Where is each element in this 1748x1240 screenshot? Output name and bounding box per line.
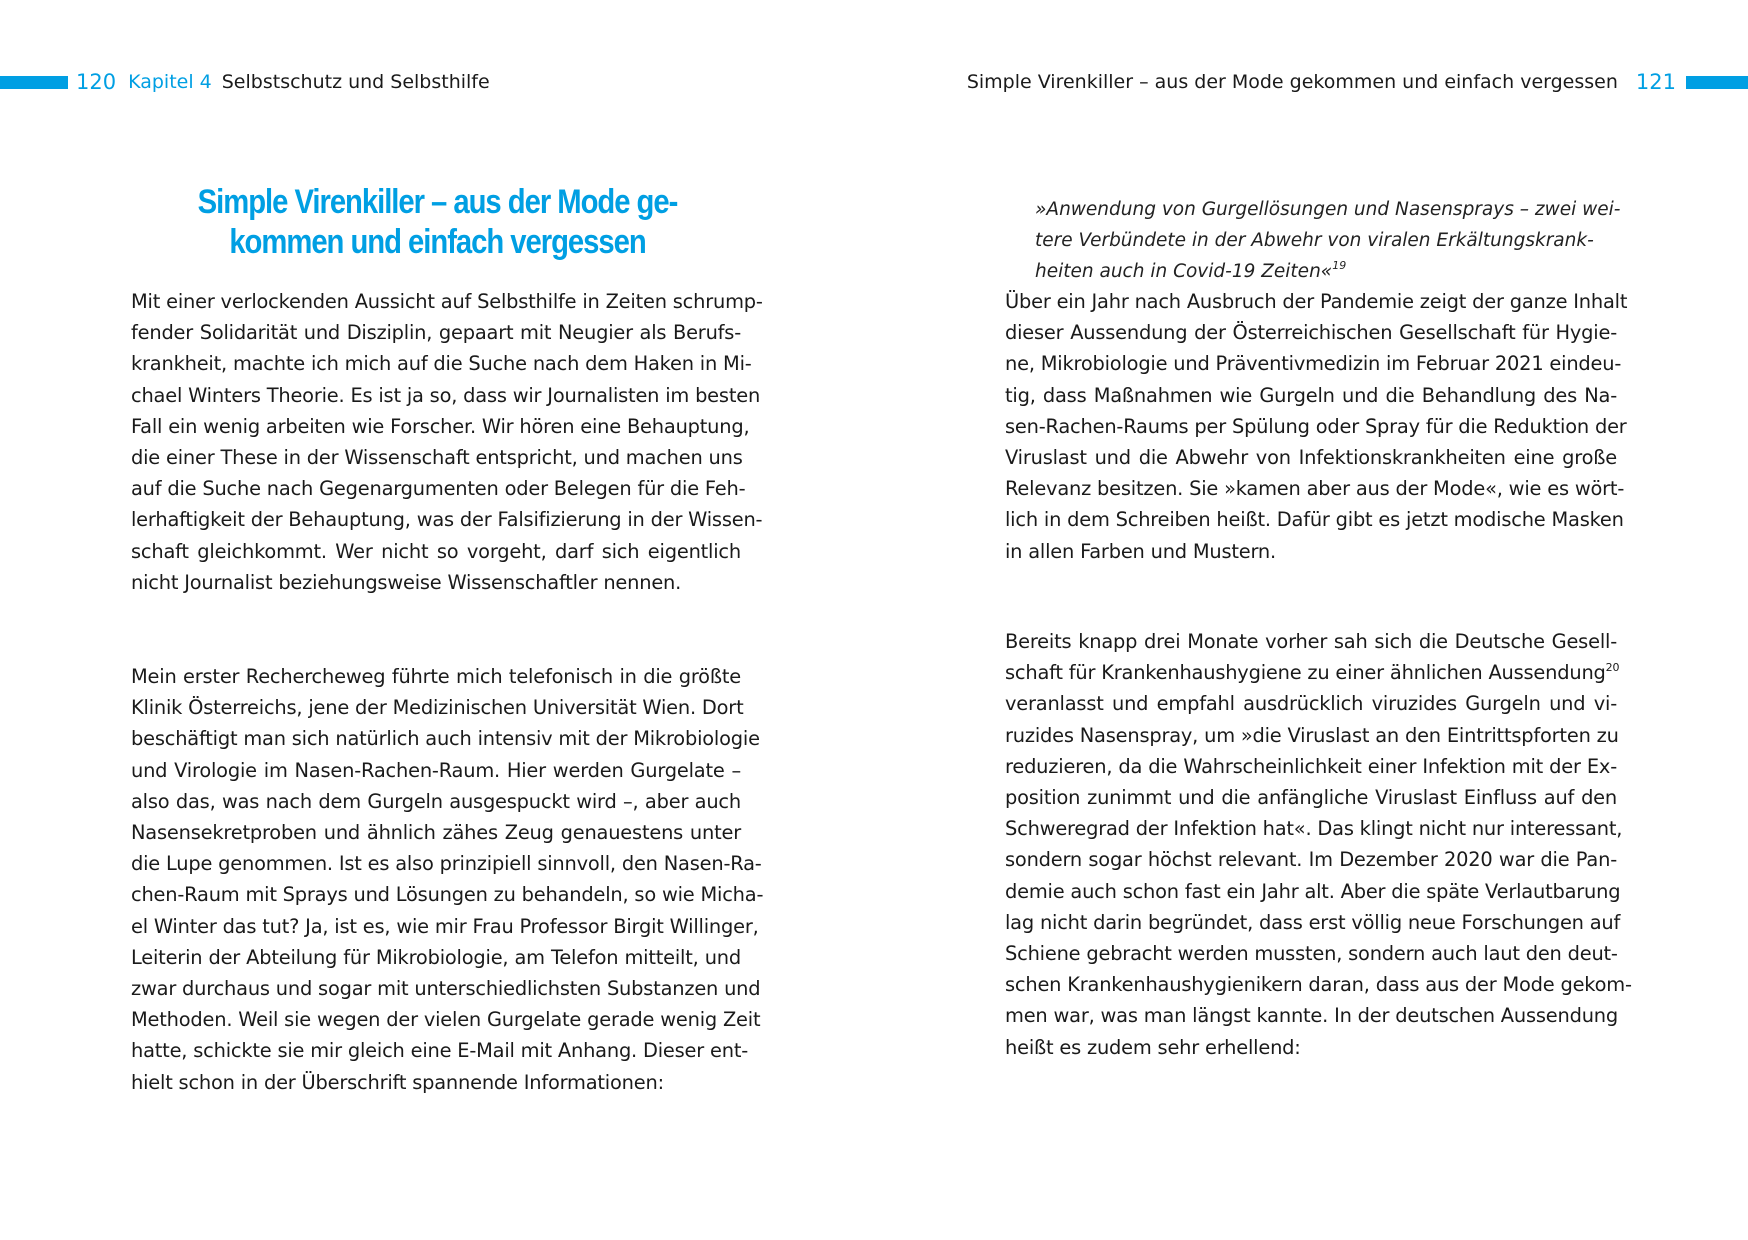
footnote-marker: 20 [1605,661,1620,675]
text-line: lich in dem Schreiben heißt. Dafür gibt es jetzt modische Masken [1005,508,1624,532]
text-line: veranlasst und empfahl ausdrücklich viruzides Gurgeln und vi- [1005,692,1617,716]
running-head-right [967,69,1748,95]
running-head-left [0,69,490,95]
text-line: Fall ein wenig arbeiten wie Forscher. Wir hören eine Behauptung, [131,414,750,438]
text-line: die einer These in der Wissenschaft entspricht, und machen uns [131,446,743,470]
text-line: Leiterin der Abteilung für Mikrobiologie, am Telefon mitteilt, und [131,945,741,969]
text-line: Nasensekretproben und ähnlich zähes Zeug genauestens unter [131,821,741,845]
chapter-label: Kapitel 4 [128,71,212,93]
section-label: Simple Virenkiller – aus der Mode gekommen und einfach vergessen [966,71,1618,93]
text-segment: schaft für Krankenhaushygiene zu einer ähnlichen Aussendung [1005,661,1606,685]
paragraph [1005,286,1628,567]
text-line: lerhaftigkeit der Behauptung, was der Falsifizierung in der Wissen- [131,508,763,532]
footnote-marker: 19 [1332,259,1347,272]
text-line: auf die Suche nach Gegenargumenten oder Belegen für die Feh- [131,477,746,501]
accent-bar [1686,76,1748,89]
heading-line: kommen und einfach vergessen [229,223,646,261]
text-line: demie auch schon fast ein Jahr alt. Aber die späte Verlautbarung [1005,879,1621,903]
text-line: also das, was nach dem Gurgeln ausgespuckt wird –, aber auch [131,789,741,813]
page-number: 120 [76,70,117,94]
text-line: schaft gleichkommt. Wer nicht so vorgeht, darf sich eigentlich [131,539,741,563]
text-line: die Lupe genommen. Ist es also prinzipiell sinnvoll, den Nasen-Ra- [131,852,762,876]
heading-line: Simple Virenkiller – aus der Mode ge- [197,183,678,221]
text-line: position zunimmt und die anfängliche Viruslast Einfluss auf den [1005,786,1617,810]
text-line: Methoden. Weil sie wegen der vielen Gurgelate gerade wenig Zeit [131,1008,761,1032]
section-heading [173,182,702,262]
text-line [1005,657,1620,688]
text-line: el Winter das tut? Ja, ist es, wie mir Frau Professor Birgit Willinger, [131,914,759,938]
text-line: zwar durchaus und sogar mit unterschiedlichsten Substanzen und [131,977,761,1001]
text-line: Klinik Österreichs, jene der Medizinischen Universität Wien. Dort [131,696,744,720]
text-line: chen-Raum mit Sprays und Lösungen zu behandeln, so wie Micha- [131,883,764,907]
text-line: reduzieren, da die Wahrscheinlichkeit einer Infektion mit der Ex- [1005,754,1617,778]
paragraph [131,661,764,1098]
text-line: ne, Mikrobiologie und Präventivmedizin im Februar 2021 eindeu- [1005,352,1622,376]
accent-bar [0,76,68,89]
text-line: Viruslast und die Abwehr von Infektionskrankheiten eine große [1005,446,1617,470]
text-line: hielt schon in der Überschrift spannende Informationen: [131,1070,664,1094]
text-line: ruzides Nasenspray, um »die Viruslast an den Eintrittspforten zu [1005,723,1619,747]
text-line: Relevanz besitzen. Sie »kamen aber aus der Mode«, wie es wört- [1005,477,1625,501]
quote-text: heiten auch in Covid-19 Zeiten« [1035,261,1333,282]
text-line: sondern sogar höchst relevant. Im Dezember 2020 war die Pan- [1005,848,1617,872]
text-line: schen Krankenhaushygienikern daran, dass aus der Mode gekom- [1005,973,1632,997]
text-line: beschäftigt man sich natürlich auch intensiv mit der Mikrobiologie [131,727,760,751]
text-line: Schiene gebracht werden mussten, sondern auch laut den deut- [1005,942,1618,966]
text-line: hatte, schickte sie mir gleich eine E-Mail mit Anhang. Dieser ent- [131,1039,749,1063]
text-line: Mein erster Rechercheweg führte mich telefonisch in die größte [131,665,741,688]
text-line: Schweregrad der Infektion hat«. Das klingt nicht nur interessant, [1005,817,1623,841]
page-number: 121 [1635,70,1676,94]
section-label: Selbstschutz und Selbsthilfe [221,71,490,93]
text-line: Mit einer verlockenden Aussicht auf Selbsthilfe in Zeiten schrump- [131,290,763,313]
quote-line: »Anwendung von Gurgellösungen und Nasensprays – zwei wei- [1035,199,1621,220]
text-line: Bereits knapp drei Monate vorher sah sich die Deutsche Gesell- [1005,630,1617,653]
paragraph [131,286,763,598]
text-line: krankheit, machte ich mich auf die Suche nach dem Haken in Mi- [131,352,752,376]
text-line: und Virologie im Nasen-Rachen-Raum. Hier werden Gurgelate – [131,758,741,782]
text-line: lag nicht darin begründet, dass erst völlig neue Forschungen auf [1005,910,1621,934]
text-line: fender Solidarität und Disziplin, gepaart mit Neugier als Berufs- [131,321,741,345]
text-line: nicht Journalist beziehungsweise Wissenschaftler nennen. [131,570,682,594]
block-quote [1035,194,1621,287]
text-line: in allen Farben und Mustern. [1005,539,1276,563]
quote-line: tere Verbündete in der Abwehr von viralen Erkältungskrank- [1035,230,1594,251]
text-line: chael Winters Theorie. Es ist ja so, dass wir Journalisten im besten [131,383,761,407]
text-line: men war, was man längst kannte. In der deutschen Aussendung [1005,1004,1618,1028]
text-line: tig, dass Maßnahmen wie Gurgeln und die Behandlung des Na- [1005,383,1617,407]
text-line: dieser Aussendung der Österreichischen Gesellschaft für Hygie- [1005,321,1617,345]
text-line: sen-Rachen-Raums per Spülung oder Spray für die Reduktion der [1005,414,1627,438]
text-line: heißt es zudem sehr erhellend: [1005,1035,1301,1059]
text-line: Über ein Jahr nach Ausbruch der Pandemie zeigt der ganze Inhalt [1005,290,1628,313]
quote-line [1035,256,1587,287]
paragraph [1005,626,1632,1063]
